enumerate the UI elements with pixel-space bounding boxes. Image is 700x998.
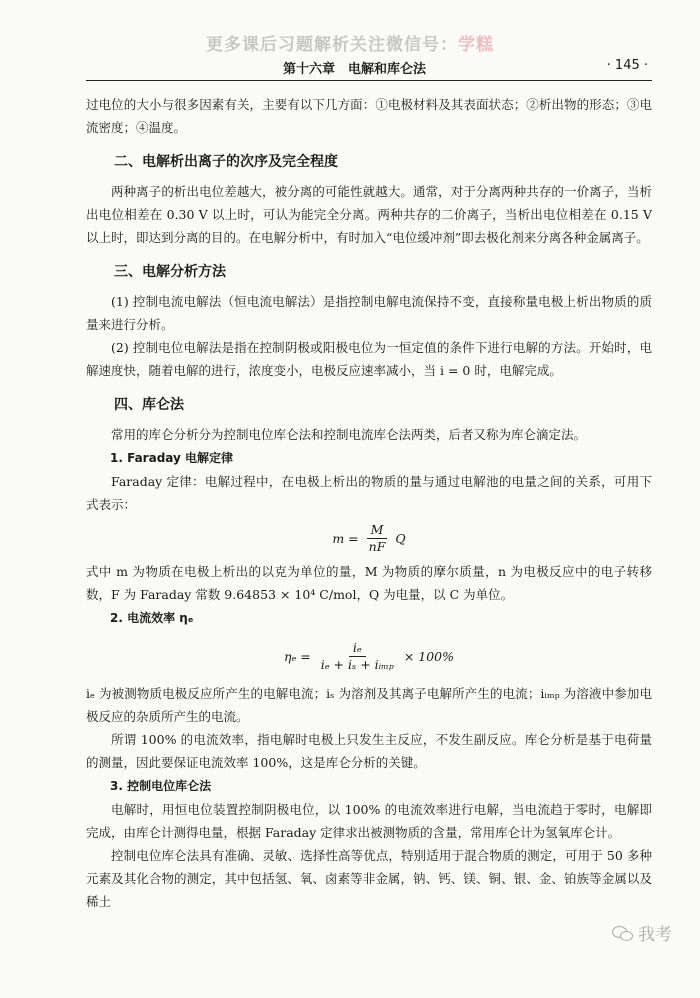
faraday-numerator: M — [367, 522, 388, 539]
section-3-title: 三、电解分析方法 — [114, 264, 226, 280]
section-3-paragraph-1: (1) 控制电流电解法（恒电流电解法）是指控制电解电流保持不变，直接称量电极上析出物质的质量来进行分析。 — [86, 294, 652, 332]
chapter-title: 第十六章 电解和库仑法 — [283, 62, 427, 77]
efficiency-formula-tail: × 100% — [403, 648, 455, 664]
logo — [612, 920, 672, 945]
faraday-denominator: nF — [368, 538, 386, 554]
watermark — [0, 30, 700, 55]
section-2-title: 二、电解析出离子的次序及完全程度 — [114, 154, 338, 170]
coulometry-paragraph-2: 控制电位库仑法具有准确、灵敏、选择性高等优点，特别适用于混合物质的测定，可用于 50 多种元素及其化合物的测定，其中包括氢、氧、卤素等非金属，钠、钙、镁、铜、银、金、铂族等金属以及稀土 — [86, 848, 652, 909]
intro-paragraph: 过电位的大小与很多因素有关，主要有以下几方面：①电极材料及其表面状态；②析出物的形态；③电流密度；④温度。 — [86, 97, 652, 135]
logo-text: 我考 — [638, 925, 672, 945]
header-rule — [86, 80, 652, 81]
watermark-handle: 学糕 — [458, 35, 494, 55]
faraday-explanation: 式中 m 为物质在电极上析出的以克为单位的量，M 为物质的摩尔质量，n 为电极反应中的电子转移数，F 为 Faraday 常数 9.64853 × 10⁴ C/mol，Q 为电量，以 C 为单位。 — [86, 564, 652, 602]
page-header — [88, 58, 648, 80]
faraday-fraction — [365, 522, 390, 555]
page-body — [86, 93, 652, 913]
subsection-3-title: 3. 控制电位库仑法 — [110, 779, 212, 793]
efficiency-fraction — [317, 640, 398, 673]
faraday-formula-tail: Q — [395, 530, 406, 546]
watermark-label: 更多课后习题解析关注微信号： — [206, 35, 458, 55]
faraday-paragraph: Faraday 定律：电解过程中，在电极上析出的物质的量与通过电解池的电量之间的关系，可用下式表示： — [86, 474, 652, 512]
efficiency-paragraph: 所谓 100% 的电流效率，指电解时电极上只发生主反应，不发生副反应。库仑分析是基于电荷量的测量，因此要保证电流效率 100%，这是库仑分析的关键。 — [86, 732, 652, 770]
wechat-icon — [612, 924, 634, 942]
efficiency-formula — [86, 630, 652, 682]
page-number: · 145 · — [606, 58, 648, 73]
efficiency-explanation: iₑ 为被测物质电极反应所产生的电解电流；iₛ 为溶剂及其离子电解所产生的电流；iᵢₘₚ 为溶液中参加电极反应的杂质所产生的电流。 — [86, 686, 652, 724]
section-4-paragraph: 常用的库仑分析分为控制电位库仑法和控制电流库仑法两类，后者又称为库仑滴定法。 — [111, 427, 587, 442]
section-4-title: 四、库仑法 — [114, 397, 184, 413]
efficiency-numerator: iₑ — [349, 640, 366, 657]
faraday-formula — [86, 516, 652, 560]
efficiency-denominator: iₑ + iₛ + iᵢₘₚ — [320, 656, 394, 672]
section-2-paragraph: 两种离子的析出电位差越大，被分离的可能性就越大。通常，对于分离两种共存的一价离子，当析出电位相差在 0.30 V 以上时，可认为能完全分离。两种共存的二价离子，当析出电位相差在 0.15 V 以上时，即达到分离的目的。在电解分析中，有时加入“电位缓冲剂”即去极化剂来分离各种金属离子。 — [86, 184, 652, 245]
faraday-formula-lhs: m = — [332, 530, 359, 546]
subsection-2-title: 2. 电流效率 ηₑ — [110, 611, 194, 625]
subsection-1-title: 1. Faraday 电解定律 — [110, 451, 234, 465]
section-3-paragraph-2: (2) 控制电位电解法是指在控制阴极或阳极电位为一恒定值的条件下进行电解的方法。开始时，电解速度快，随着电解的进行，浓度变小，电极反应速率减小，当 i = 0 时，电解完成。 — [86, 340, 652, 378]
efficiency-formula-lhs: ηₑ = — [283, 648, 311, 664]
coulometry-paragraph-1: 电解时，用恒电位装置控制阴极电位，以 100% 的电流效率进行电解，当电流趋于零时，电解即完成，由库仑计测得电量，根据 Faraday 定律求出被测物质的含量，常用库仑计为氢氧库仑计。 — [86, 802, 652, 840]
